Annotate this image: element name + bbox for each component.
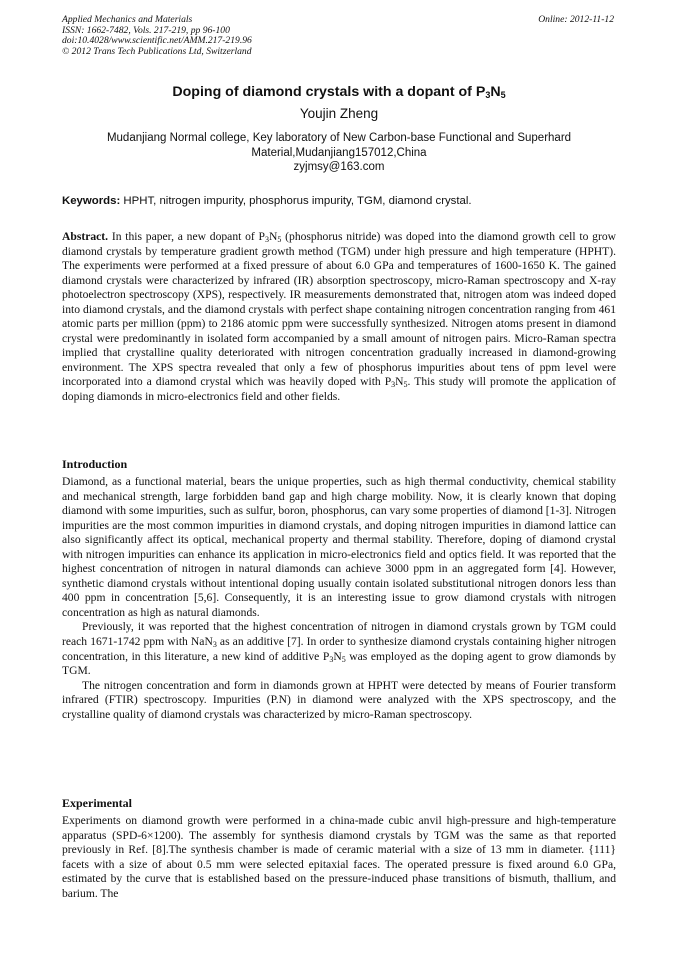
abstract-paragraph: Abstract. In this paper, a new dopant of $P_3N_5$ (phosphorus nitride) was doped into the diamond growth cell to grow diamond crystals by temperature gradient growth method (TGM) under high pressure and high temperature (HPHT). The experiments were performed at a fixed pressure of about 6.0 GPa and temperatures of 1600-1650 K. The gained diamond crystals were characterized by infrared (IR) absorption spectroscopy, micro-Raman spectroscopy and X-ray photoelectron spectroscopy (XPS), respectively. IR measurements demonstrated that, nitrogen atom was indeed doped into diamond crystals, and the diamond crystals with perfect shape containing nitrogen concentration ranging from 461 atomic parts per million (ppm) to 2186 atomic ppm were successfully synthesized. Nitrogen atoms present in diamond crystal were predominantly in isolated form accompanied by a small amount of nitrogen pairs. Micro-Raman spectra implied that crystalline quality deteriorated with nitrogen concentration gradually increased in diamond-growing environment. The XPS spectra revealed that only a few of phosphorus impurities about tens of ppm level were incorporated into a diamond crystal which was heavily doped with $P_3N_5$. This study will promote the application of doping diamonds in micro-electronics field and other fields. (62, 230, 617, 404)
paper-title: Doping of diamond crystals with a dopant of $P_3N_5$ (172, 84, 506, 100)
experimental-section (62, 814, 616, 901)
introduction-heading: Introduction (62, 457, 128, 471)
keywords-line (62, 195, 616, 207)
affiliation-line: Mudanjiang Normal college, Key laboratory of New Carbon-base Functional and Superhard (106, 132, 572, 144)
abstract-section (62, 230, 616, 405)
journal-name: Applied Mechanics and Materials (62, 14, 193, 25)
issn-line: ISSN: 1662-7482, Vols. 217-219, pp 96-100 (62, 24, 230, 36)
affiliation-block (70, 131, 608, 175)
abstract-label: Abstract. (62, 230, 109, 243)
online-date: Online: 2012-11-12 (538, 14, 614, 25)
experimental-paragraph: Experiments on diamond growth were performed in a china-made cubic anvil high-pressure and high-temperature apparatus (SPD-6×1200). The assembly for synthesis diamond crystals by TGM was the same as that reported previously in Ref. [8].The synthesis chamber is made of ceramic material with a size of 13 mm in diameter. {111} facets with a size of about 0.5 mm were selected epitaxial faces. The operated pressure is fixed around 6.0 GPa, estimated by the curve that is established based on the pressure-induced phase transitions of bismuth, thallium, and barium. The (62, 814, 616, 900)
affiliation-line: Material,Mudanjiang157012,China (251, 146, 427, 159)
copyright-line: © 2012 Trans Tech Publications Ltd, Switzerland (62, 45, 252, 57)
introduction-paragraph: The nitrogen concentration and form in diamonds grown at HPHT were detected by means of Fourier transform infrared (FTIR) spectroscopy. Impurities (P.N) in diamond were analyzed with the XPS spectroscopy, and the crystalline quality of diamond crystals was characterized by micro-Raman spectroscopy. (62, 678, 616, 721)
keywords-text: HPHT, nitrogen impurity, phosphorus impurity, TGM, diamond crystal. (120, 195, 472, 207)
journal-header (62, 15, 614, 57)
author-name: Youjin Zheng (299, 106, 379, 121)
introduction-section (62, 475, 616, 722)
introduction-paragraph: Diamond, as a functional material, bears the unique properties, such as high thermal conductivity, chemical stability and mechanical strength, large forbidden band gap and high charge mobility. Now, it is clearly known that doping diamond with some impurities, such as sulfur, boron, phosphorus, can vary some properties of diamond [1-3]. Nitrogen impurities are the most common impurities in diamond crystals, and doping nitrogen impurities in diamond lattice can also significantly affect its optical, mechanical property and thermal stability. Therefore, doping of diamond crystal with nitrogen impurities can enhance its application in micro-electronics field and optics field. It was reported that the highest concentration of nitrogen in natural diamonds can achieve 3000 ppm in an aggregated form [4]. However, synthetic diamond crystals without intentional doping usually contain isolated substitutional nitrogen donors less than 400 ppm in concentration [5,6]. Consequently, it is an interesting issue to grow diamond crystals with nitrogen concentration as high as natural diamonds. (62, 475, 616, 619)
introduction-paragraph: Previously, it was reported that the highest concentration of nitrogen in diamond crystals grown by TGM could reach 1671-1742 ppm with NaN$_3$ as an additive [7]. In order to synthesize diamond crystals containing higher nitrogen concentration, in this literature, a new kind of additive $P_3N_5$ was employed as the doping agent to grow diamonds by TGM. (62, 620, 617, 678)
experimental-heading: Experimental (62, 796, 132, 810)
author-email: zyjmsy@163.com (293, 161, 385, 174)
doi-line: doi:10.4028/www.scientific.net/AMM.217-219.96 (62, 35, 252, 47)
keywords-label: Keywords: (62, 195, 121, 207)
